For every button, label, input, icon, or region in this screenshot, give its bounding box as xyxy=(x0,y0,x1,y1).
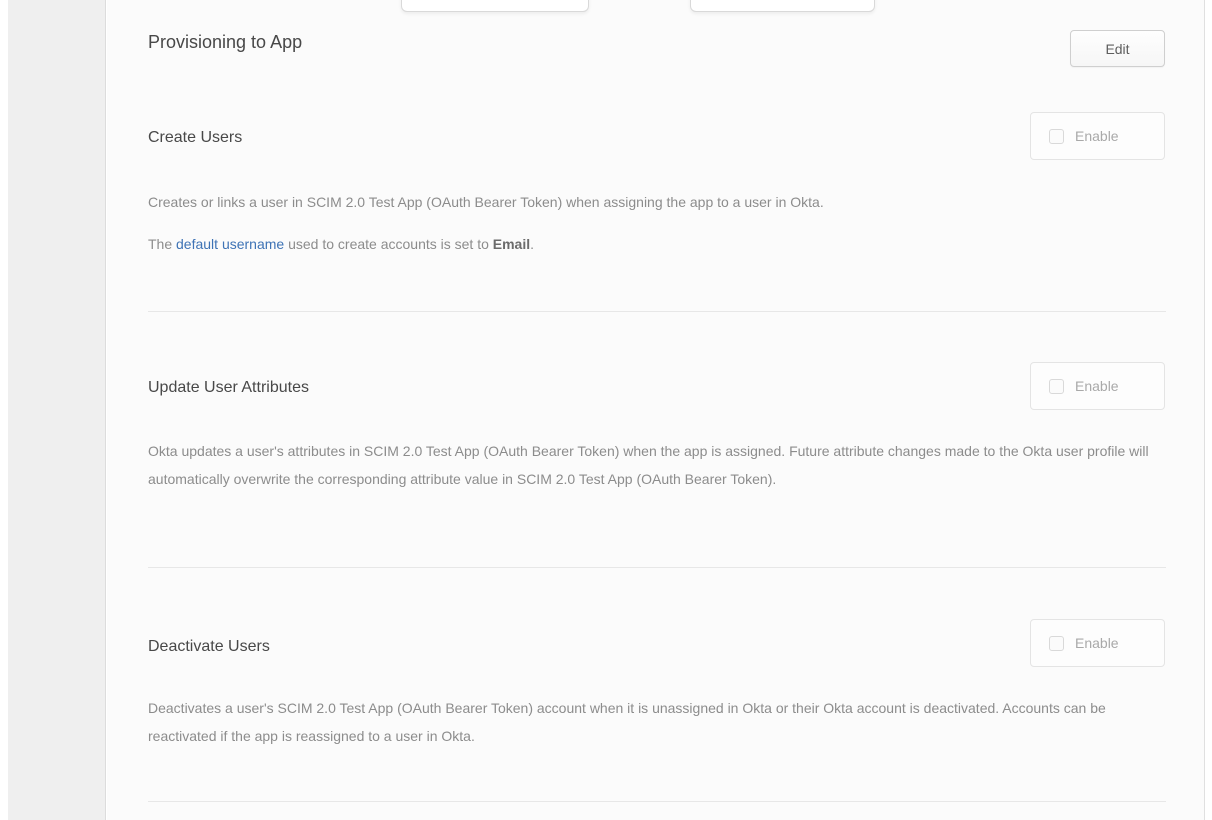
edit-button[interactable]: Edit xyxy=(1070,30,1165,67)
section-title-deactivate-users: Deactivate Users xyxy=(148,638,270,655)
enable-checkbox-deactivate-users[interactable] xyxy=(1049,636,1064,651)
enable-toggle-update-user-attributes[interactable] xyxy=(1030,362,1165,410)
truncated-input-field-2[interactable] xyxy=(690,0,875,12)
enable-label: Enable xyxy=(1075,378,1119,394)
enable-label: Enable xyxy=(1075,635,1119,651)
provisioning-panel xyxy=(107,0,1205,820)
enable-checkbox-create-users[interactable] xyxy=(1049,129,1064,144)
update-user-attributes-description: Okta updates a user's attributes in SCIM 2.0 Test App (OAuth Bearer Token) when the app is assigned. Future attribute changes made to the Okta user profile will automatically overwrite the corresponding attribute value in SCIM 2.0 Test App (OAuth Bearer Token). xyxy=(148,443,1149,487)
section-divider xyxy=(148,567,1166,568)
note-value: Email xyxy=(492,236,531,252)
create-users-username-note xyxy=(148,230,1168,258)
enable-checkbox-update-user-attributes[interactable] xyxy=(1049,379,1064,394)
default-username-link[interactable]: default username xyxy=(176,236,285,252)
note-suffix: . xyxy=(530,236,535,252)
note-prefix: The xyxy=(148,236,177,252)
deactivate-users-description: Deactivates a user's SCIM 2.0 Test App (OAuth Bearer Token) account when it is unassigned in Okta or their Okta account is deactivated. Accounts can be reactivated if the app is reassigned to a user in Okta. xyxy=(148,700,1106,744)
enable-toggle-create-users[interactable] xyxy=(1030,112,1165,160)
note-middle: used to create accounts is set to xyxy=(284,236,493,252)
create-users-description: Creates or links a user in SCIM 2.0 Test App (OAuth Bearer Token) when assigning the app to a user in Okta. xyxy=(148,194,824,210)
truncated-input-field-1[interactable] xyxy=(401,0,589,12)
section-title-create-users: Create Users xyxy=(148,129,243,146)
section-title-update-user-attributes: Update User Attributes xyxy=(148,379,309,396)
section-divider xyxy=(148,801,1166,802)
page-title: Provisioning to App xyxy=(148,32,303,52)
left-sidebar xyxy=(8,0,106,820)
section-divider xyxy=(148,311,1166,312)
enable-label: Enable xyxy=(1075,128,1119,144)
enable-toggle-deactivate-users[interactable] xyxy=(1030,619,1165,667)
